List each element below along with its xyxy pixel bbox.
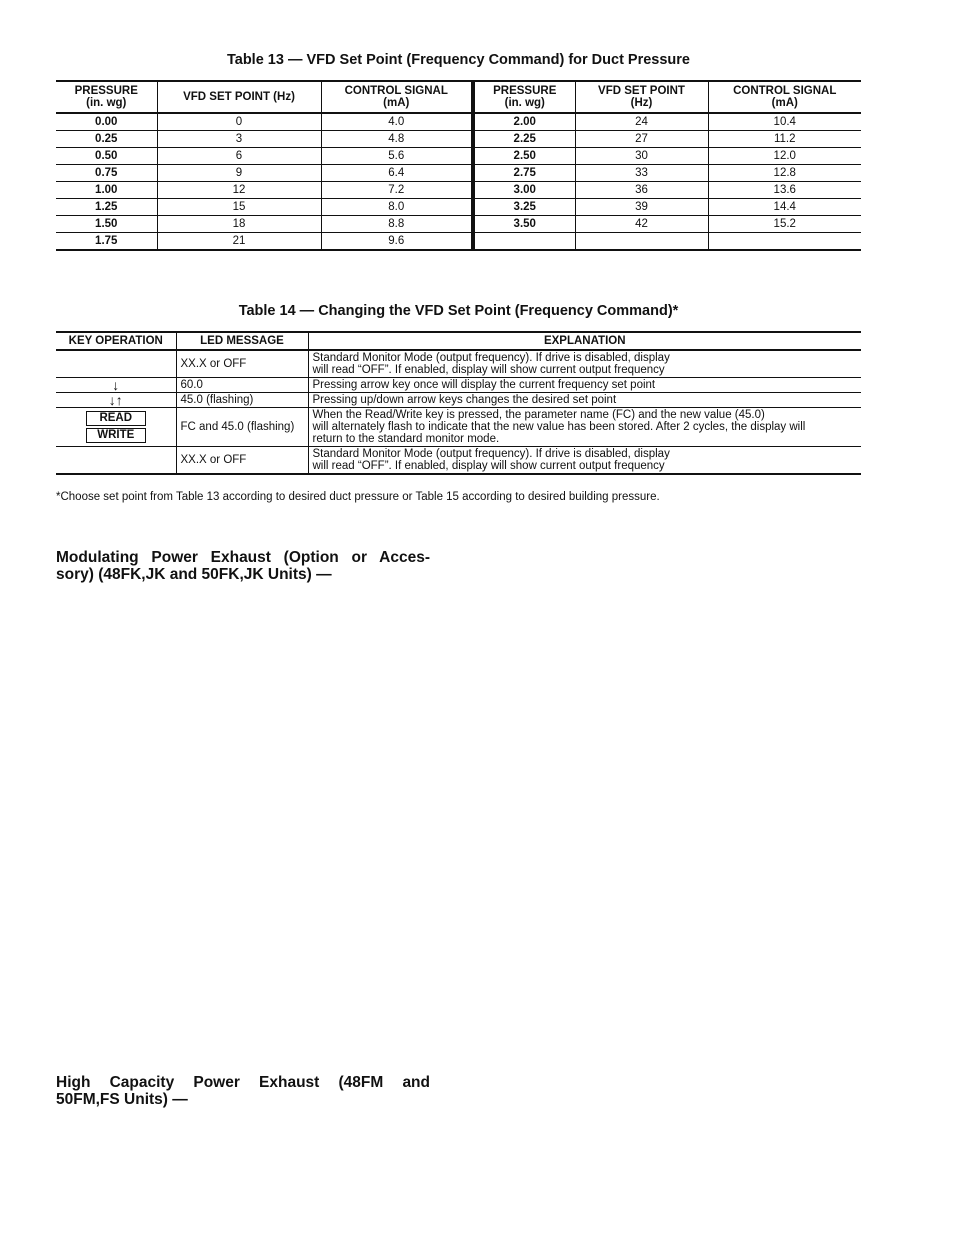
- explanation-cell: [308, 393, 861, 408]
- table-cell: 4.0: [321, 113, 473, 131]
- table-cell: 2.25: [473, 131, 575, 148]
- table-cell: 7.2: [321, 182, 473, 199]
- table-cell: [708, 233, 861, 251]
- table-cell: 2.50: [473, 148, 575, 165]
- table-cell: 39: [575, 199, 708, 216]
- table-14-title: Table 14 — Changing the VFD Set Point (Frequency Command)*: [238, 303, 679, 319]
- table-cell: 9.6: [321, 233, 473, 251]
- table-row: [56, 148, 861, 165]
- key-operation-cell: [56, 408, 176, 447]
- table-13-header-row: [56, 81, 861, 113]
- table-cell: 42: [575, 216, 708, 233]
- led-message-cell: XX.X or OFF: [176, 447, 308, 475]
- table-cell: 0.75: [95, 167, 118, 179]
- table-cell: 3.50: [473, 216, 575, 233]
- table-13: [56, 80, 861, 251]
- table-cell: 5.6: [321, 148, 473, 165]
- led-message-cell: XX.X or OFF: [176, 350, 308, 378]
- key-operation-cell: [56, 447, 176, 475]
- explanation-line: Pressing arrow key once will display the current frequency set point: [312, 379, 656, 391]
- table-row: [56, 216, 861, 233]
- explanation-cell: [308, 350, 861, 378]
- header-vfd-set-point: VFD SET POINT (Hz): [157, 81, 321, 113]
- table-cell: 12.8: [708, 165, 861, 182]
- explanation-line: will read “OFF”. If enabled, display will show current output frequency: [312, 364, 665, 376]
- table-row: [56, 233, 861, 251]
- table-cell: 6.4: [321, 165, 473, 182]
- table-cell: 21: [157, 233, 321, 251]
- explanation-line: Standard Monitor Mode (output frequency). If drive is disabled, display: [312, 352, 670, 364]
- table-cell: 14.4: [708, 199, 861, 216]
- header-pressure: PRESSURE (in. wg): [473, 81, 575, 113]
- explanation-line: Pressing up/down arrow keys changes the desired set point: [312, 394, 617, 406]
- explanation-line: will alternately flash to indicate that the new value has been stored. After 2 cycles, the display will: [312, 421, 806, 433]
- table-14-header-row: [56, 332, 861, 350]
- explanation-line: When the Read/Write key is pressed, the parameter name (FC) and the new value (45.0): [312, 409, 765, 421]
- table-cell: 2.75: [473, 165, 575, 182]
- section-heading-high-capacity-power-exhaust: [56, 1074, 430, 1108]
- write-key: WRITE: [86, 428, 146, 443]
- table-row: [56, 350, 861, 378]
- table-cell: 0.00: [95, 116, 118, 128]
- explanation-line: Standard Monitor Mode (output frequency). If drive is disabled, display: [312, 448, 670, 460]
- table-cell: 1.75: [95, 235, 118, 247]
- table-cell: 18: [157, 216, 321, 233]
- table-row: [56, 378, 861, 393]
- section-heading-modulating-power-exhaust: [56, 549, 430, 583]
- table-14-footnote: *Choose set point from Table 13 according to desired duct pressure or Table 15 according to desired building pressure.: [56, 491, 660, 503]
- table-row: [56, 199, 861, 216]
- table-cell: 3.25: [473, 199, 575, 216]
- read-key: READ: [86, 411, 146, 426]
- explanation-cell: [308, 408, 861, 447]
- table-cell: 12.0: [708, 148, 861, 165]
- table-cell: 0.25: [95, 133, 118, 145]
- explanation-cell: [308, 378, 861, 393]
- table-cell: [575, 233, 708, 251]
- table-cell: 24: [575, 113, 708, 131]
- table-row: [56, 393, 861, 408]
- table-cell: 1.00: [95, 184, 118, 196]
- table-cell: 6: [157, 148, 321, 165]
- table-cell: 36: [575, 182, 708, 199]
- explanation-cell: [308, 447, 861, 475]
- header-key-operation: KEY OPERATION: [68, 335, 163, 347]
- table-cell: 8.0: [321, 199, 473, 216]
- table-row: [56, 131, 861, 148]
- header-pressure: PRESSURE (in. wg): [74, 85, 138, 109]
- table-cell: 1.50: [95, 218, 118, 230]
- header-led-message: LED MESSAGE: [176, 332, 308, 350]
- table-cell: 11.2: [708, 131, 861, 148]
- table-cell: 10.4: [708, 113, 861, 131]
- heading-line: sory) (48FK,JK and 50FK,JK Units) —: [56, 566, 332, 583]
- table-cell: 0.50: [95, 150, 118, 162]
- table-cell: 3: [157, 131, 321, 148]
- table-cell: 0: [157, 113, 321, 131]
- table-cell: 1.25: [95, 201, 118, 213]
- table-cell: 13.6: [708, 182, 861, 199]
- led-message-cell: 45.0 (flashing): [176, 393, 308, 408]
- key-operation-cell: ↓: [112, 377, 120, 393]
- header-vfd-set-point: VFD SET POINT (Hz): [575, 81, 708, 113]
- table-14: [56, 331, 861, 475]
- table-row: [56, 408, 861, 447]
- table-row: [56, 165, 861, 182]
- explanation-line: return to the standard monitor mode.: [312, 433, 500, 445]
- table-cell: 3.00: [473, 182, 575, 199]
- table-cell: 15: [157, 199, 321, 216]
- heading-line: Modulating Power Exhaust (Option or Acces-: [56, 549, 430, 566]
- key-operation-cell: ↓↑: [108, 392, 123, 408]
- header-explanation: EXPLANATION: [308, 332, 861, 350]
- table-cell: 4.8: [321, 131, 473, 148]
- table-row: [56, 113, 861, 131]
- heading-line: 50FM,FS Units) —: [56, 1091, 188, 1108]
- table-cell: 30: [575, 148, 708, 165]
- led-message-cell: FC and 45.0 (flashing): [176, 408, 308, 447]
- table-cell: 12: [157, 182, 321, 199]
- heading-line: High Capacity Power Exhaust (48FM and: [56, 1074, 430, 1091]
- table-13-title: Table 13 — VFD Set Point (Frequency Command) for Duct Pressure: [226, 52, 691, 68]
- table-cell: 9: [157, 165, 321, 182]
- table-row: [56, 447, 861, 475]
- table-cell: 2.00: [473, 113, 575, 131]
- header-control-signal: CONTROL SIGNAL (mA): [708, 81, 861, 113]
- table-cell: 33: [575, 165, 708, 182]
- header-control-signal: CONTROL SIGNAL (mA): [321, 81, 473, 113]
- table-cell: 8.8: [321, 216, 473, 233]
- table-cell: 27: [575, 131, 708, 148]
- table-cell: [473, 233, 575, 251]
- explanation-line: will read “OFF”. If enabled, display will show current output frequency: [312, 460, 665, 472]
- table-cell: 15.2: [708, 216, 861, 233]
- led-message-cell: 60.0: [176, 378, 308, 393]
- table-row: [56, 182, 861, 199]
- key-operation-cell: [56, 350, 176, 378]
